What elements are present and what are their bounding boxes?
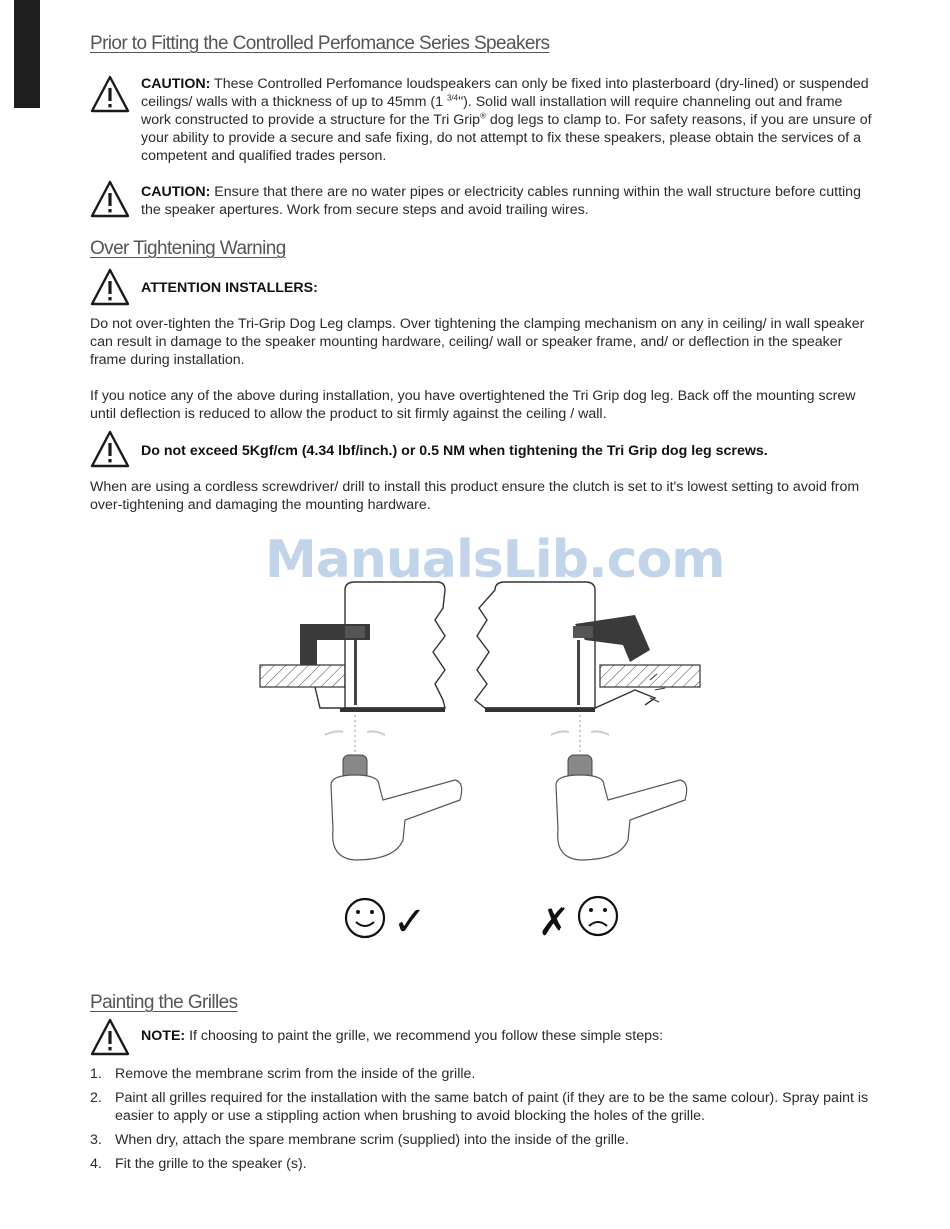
- caution-text: Ensure that there are no water pipes or electricity cables running within the wall structure before cutting the speaker apertures. Work from secure steps and avoid trailing wires.: [141, 184, 861, 218]
- step-number: 3.: [90, 1132, 102, 1148]
- step-number: 2.: [90, 1090, 102, 1106]
- step-number: 4.: [90, 1156, 102, 1172]
- list-item: [90, 1065, 880, 1083]
- fraction-superscript: 3/4: [446, 93, 459, 103]
- smiley-face-icon: [346, 899, 384, 937]
- caution-text-a: These Controlled Perfomance loudspeakers can only be fixed into plasterboard (dry-lined) or suspended ceilings/ walls with a thickness of up to 45mm (1: [141, 76, 869, 110]
- heading-painting-grilles: Painting the Grilles: [90, 992, 238, 1013]
- heading-prior-to-fitting: Prior to Fitting the Controlled Perfomance Series Speakers: [90, 33, 550, 54]
- step-text: Fit the grille to the speaker (s).: [115, 1156, 307, 1172]
- painting-steps-list: [90, 1065, 880, 1179]
- page-edge-tab: [14, 0, 40, 108]
- installation-diagram: [255, 560, 715, 950]
- sad-face-icon: [579, 897, 617, 935]
- warning-triangle-icon: [90, 430, 130, 468]
- deflection-paragraph: If you notice any of the above during installation, you have overtightened the Tri Grip dog leg. Back off the mounting screw until deflection is reduced to allow the product to sit firmly against the ceiling / wall.: [90, 388, 856, 422]
- caution-paragraph-2: [141, 183, 876, 219]
- overtightened-install-illustration: [475, 582, 700, 860]
- step-text: Remove the membrane scrim from the inside of the grille.: [115, 1066, 476, 1082]
- note-label: NOTE:: [141, 1028, 186, 1044]
- list-item: [90, 1089, 880, 1125]
- step-text: Paint all grilles required for the installation with the same batch of paint (if they are to be the same colour). Spray paint is easier to apply or use a stippling action when brushing to avoid blocking the holes of the grille.: [115, 1090, 869, 1124]
- caution-text-b: "). Solid wall installation will require channeling out and frame work constructed to provide a structure for the Tri Grip: [141, 94, 843, 128]
- warning-triangle-icon: [90, 180, 130, 218]
- caution-label: CAUTION:: [141, 76, 211, 92]
- warning-triangle-icon: [90, 75, 130, 113]
- manualslib-watermark: ManualsLib.com: [265, 530, 725, 590]
- attention-installers-label: ATTENTION INSTALLERS:: [141, 280, 318, 296]
- caution-text-c: dog legs to clamp to. For safety reasons, if you are unsure of your ability to provide a secure and safe fixing, do not attempt to fix these speakers, please obtain the services of a competent and qualified trades person.: [141, 112, 872, 164]
- registered-mark: ®: [480, 111, 486, 121]
- note-text: If choosing to paint the grille, we recommend you follow these simple steps:: [185, 1028, 664, 1044]
- check-mark-icon: ✓: [393, 899, 427, 945]
- cordless-drill-paragraph: When are using a cordless screwdriver/ drill to install this product ensure the clutch is set to it's lowest setting to avoid from over-tightening and damaging the mounting hardware.: [90, 479, 860, 513]
- caution-paragraph-1: [141, 75, 876, 165]
- caution-label: CAUTION:: [141, 184, 211, 200]
- correct-install-illustration: [260, 582, 462, 860]
- note-paragraph: [141, 1027, 876, 1045]
- step-number: 1.: [90, 1066, 102, 1082]
- list-item: [90, 1155, 880, 1173]
- warning-triangle-icon: [90, 268, 130, 306]
- warning-triangle-icon: [90, 1018, 130, 1056]
- heading-over-tightening: Over Tightening Warning: [90, 238, 286, 259]
- list-item: [90, 1131, 880, 1149]
- torque-limit-warning: Do not exceed 5Kgf/cm (4.34 lbf/inch.) or 0.5 NM when tightening the Tri Grip dog leg screws.: [141, 443, 768, 459]
- step-text: When dry, attach the spare membrane scrim (supplied) into the inside of the grille.: [115, 1132, 629, 1148]
- cross-mark-icon: ✗: [538, 900, 570, 944]
- over-tighten-paragraph: Do not over-tighten the Tri-Grip Dog Leg clamps. Over tightening the clamping mechanism on any in ceiling/ in wall speaker can result in damage to the speaker mounting hardware, ceiling/ wall or speaker frame, and/ or deflection in the speaker frame during installation.: [90, 316, 865, 368]
